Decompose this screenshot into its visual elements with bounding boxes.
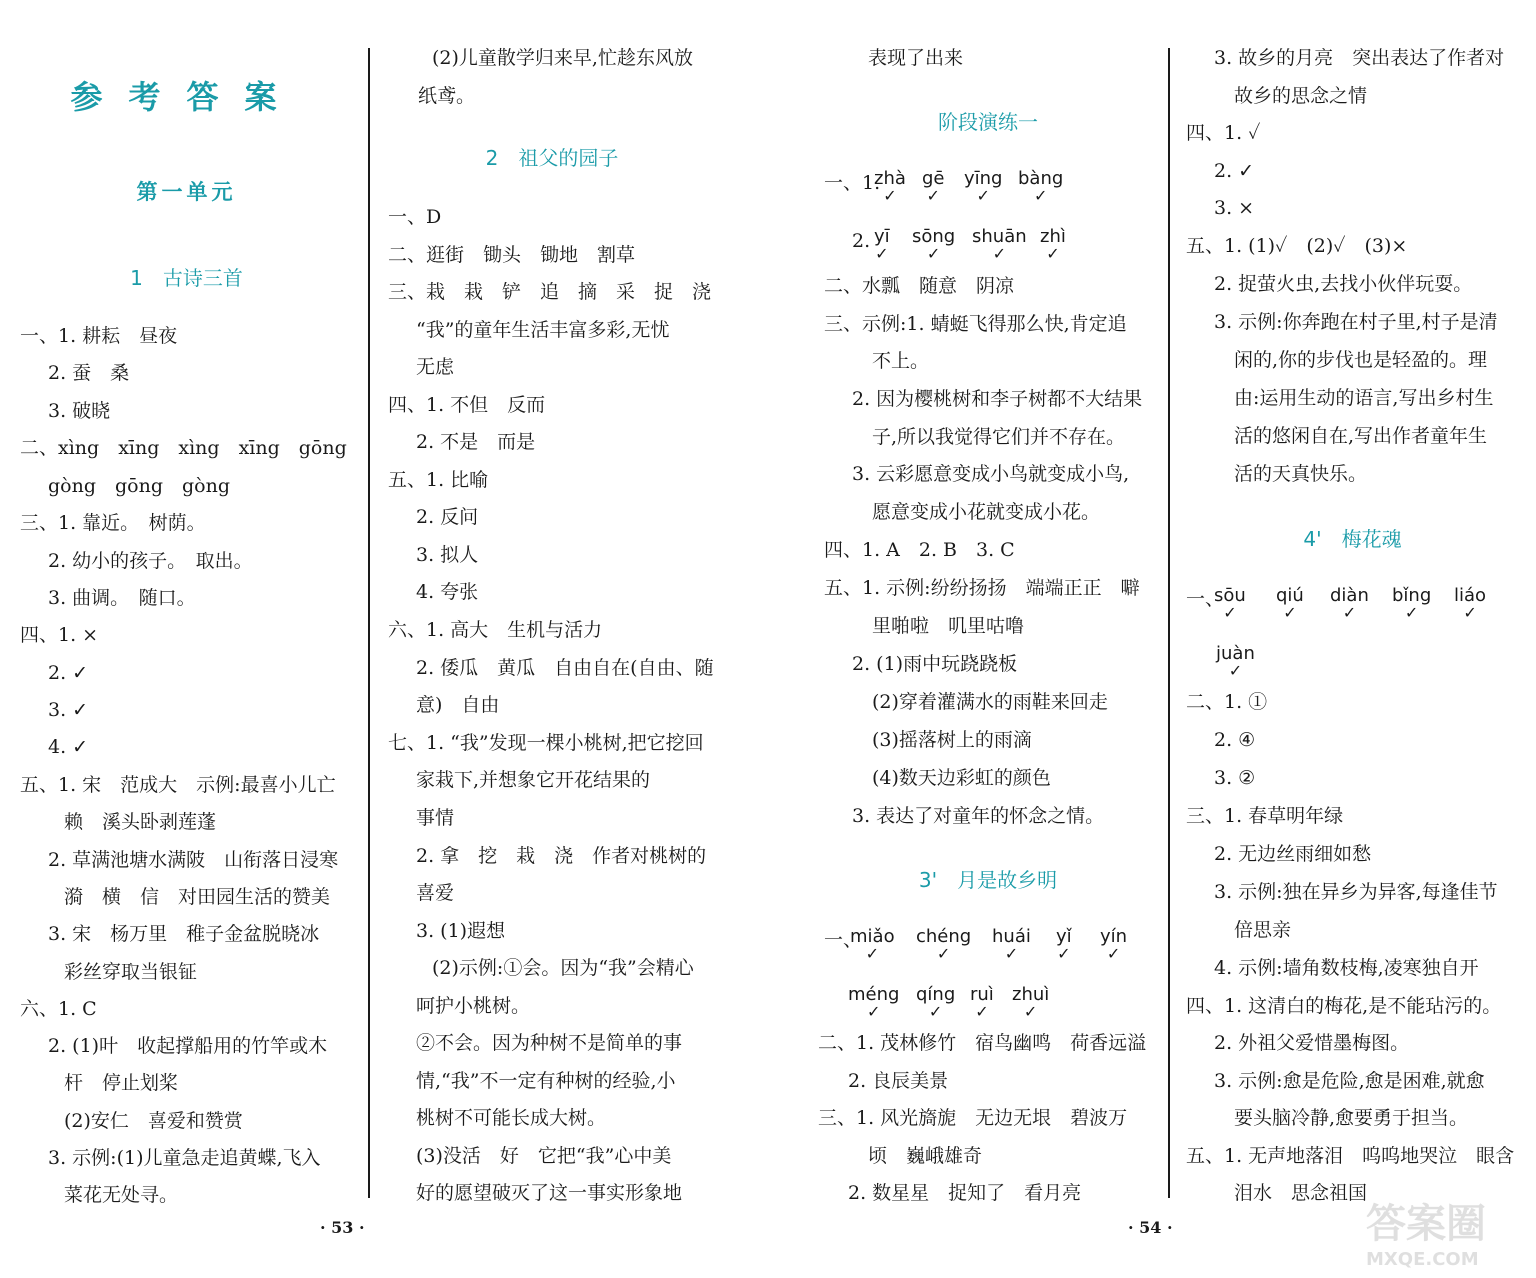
section-title: 阶段演练一 [938,110,1038,134]
answer-line: 表现了出来 [868,47,964,69]
pinyin-item: gē ✓ [922,168,945,205]
answer-line: 2. 无边丝雨细如愁 [1214,843,1372,865]
answer-line: 四、1. A 2. B 3. C [824,539,1015,561]
answer-line: 3. 示例:(1)儿童急走追黄蝶,飞入 [48,1147,321,1169]
pinyin-item: sōu ✓ [1214,585,1246,622]
answer-line: 3. ✓ [48,699,89,721]
answer-line: 2. 蚕 桑 [48,362,130,384]
pinyin-item: chéng ✓ [916,926,972,963]
answer-line: 桃树不可能长成大树。 [416,1107,607,1129]
answer-line: 四、1. ✓ [1186,122,1261,144]
answer-line: 闲的,你的步伐也是轻盈的。理 [1234,349,1488,371]
answer-line: 一、1. 耕耘 昼夜 [20,325,178,347]
section-title: 2 祖父的园子 [485,146,619,170]
answer-line: 要头脑冷静,愈要勇于担当。 [1234,1107,1469,1129]
page-number: · 53 · [320,1218,365,1237]
answer-line: 2. 拿 挖 栽 浇 作者对桃树的 [416,845,707,867]
answer-line: 三、栽 栽 铲 追 摘 采 捉 浇 [388,281,712,303]
pinyin-item: juàn ✓ [1216,643,1255,680]
answer-line: 赖 溪头卧剥莲蓬 [64,811,217,833]
column-divider [368,48,370,1198]
answer-line: 3. 云彩愿意变成小鸟就变成小鸟, [852,463,1130,485]
pinyin-item: méng ✓ [848,984,900,1021]
answer-line: 家栽下,并想象它开花结果的 [416,769,651,791]
answer-line: 五、1. 无声地落泪 呜呜地哭泣 眼含 [1186,1145,1515,1167]
answer-line: 由:运用生动的语言,写出乡村生 [1234,387,1494,409]
pinyin-item: zhuì ✓ [1012,984,1050,1021]
answer-line: 活的天真快乐。 [1234,463,1368,485]
answer-line: (4)数天边彩虹的颜色 [872,767,1051,789]
pinyin-item: diàn ✓ [1330,585,1369,622]
answer-line: 一、 [1186,588,1225,610]
answer-line: 3. 破晓 [48,400,111,422]
answer-line: 2. 不是 而是 [416,431,536,453]
answer-line: 2. (1)雨中玩跷跷板 [852,653,1018,675]
answer-line: 2. ✓ [1214,160,1255,182]
answer-line: 2. [852,230,871,252]
answer-line: 意) 自由 [416,694,500,716]
answer-line: 3. 故乡的月亮 突出表达了作者对 [1214,47,1505,69]
answer-line: 2. 良辰美景 [848,1070,949,1092]
answer-line: 三、1. 春草明年绿 [1186,805,1344,827]
answer-line: 二、1. 茂林修竹 宿鸟幽鸣 荷香远溢 [818,1032,1147,1054]
watermark-logo: 答案圈 MXQE.COM [1366,1201,1486,1270]
answer-line: 四、1. 这清白的梅花,是不能玷污的。 [1186,995,1502,1017]
answer-line: 倍思亲 [1234,919,1292,941]
answer-line: gòng gōng gòng [48,475,231,497]
answer-line: 杆 停止划桨 [64,1072,179,1094]
answer-line: 喜爱 [416,882,455,904]
answer-line: 彩丝穿取当银钲 [64,961,198,983]
pinyin-item: liáo ✓ [1454,585,1487,622]
answer-line: “我”的童年生活丰富多彩,无忧 [416,319,670,341]
answer-line: 五、1. 比喻 [388,469,489,491]
pinyin-item: miǎo ✓ [850,926,895,963]
answer-line: 二、逛街 锄头 锄地 割草 [388,244,636,266]
answer-line: 3. 示例:独在异乡为异客,每逢佳节 [1214,881,1498,903]
section-title: 3' 月是故乡明 [918,868,1058,892]
answer-line: 3. 拟人 [416,544,479,566]
answer-line: 五、1. 示例:纷纷扬扬 端端正正 噼 [824,577,1140,599]
answer-line: 好的愿望破灭了这一事实形象地 [416,1182,683,1204]
answer-line: (2)儿童散学归来早,忙趁东风放 [432,47,693,69]
answer-line: 2. ④ [1214,729,1256,751]
answer-line: 三、1. 靠近。 树荫。 [20,512,206,534]
page-number: · 54 · [1128,1218,1173,1237]
unit-title: 第一单元 [136,180,237,204]
pinyin-item: zhà ✓ [874,168,906,205]
pinyin-item: ruì ✓ [970,984,994,1021]
answer-line: 活的悠闲自在,写出作者童年生 [1234,425,1488,447]
answer-line: 3. ② [1214,767,1256,789]
answer-line: 4. 夸张 [416,581,479,603]
answer-line: 四、1. × [20,624,99,646]
answer-line: (3)摇落树上的雨滴 [872,729,1032,751]
pinyin-item: shuān ✓ [972,226,1027,263]
answer-line: 2. (1)叶 收起撑船用的竹竿或木 [48,1035,328,1057]
answer-line: 顷 巍峨雄奇 [868,1145,983,1167]
answer-line: 七、1. “我”发现一棵小桃树,把它挖回 [388,732,704,754]
answer-line: 三、示例:1. 蜻蜓飞得那么快,肯定追 [824,313,1127,335]
answer-line: 二、水瓢 随意 阴凉 [824,275,1015,297]
answer-line: 2. 数星星 捉知了 看月亮 [848,1182,1082,1204]
answer-line: 2. 捉萤火虫,去找小伙伴玩耍。 [1214,273,1473,295]
answer-line: (2)穿着灌满水的雨鞋来回走 [872,691,1108,713]
answer-line: 三、1. 风光旖旎 无边无垠 碧波万 [818,1107,1128,1129]
answer-line: 不上。 [872,350,930,372]
answer-line: 事情 [416,807,455,829]
answer-line: (2)安仁 喜爱和赞赏 [64,1110,243,1132]
answer-line: 六、1. C [20,998,97,1020]
answer-line: 呵护小桃树。 [416,995,531,1017]
answer-line: 纸鸢。 [418,85,476,107]
answer-line: 3. (1)遐想 [416,920,506,942]
answer-line: 里啪啦 叽里咕噜 [872,615,1025,637]
answer-line: 2. 幼小的孩子。 取出。 [48,550,253,572]
answer-line: 子,所以我觉得它们并不存在。 [872,426,1126,448]
answer-line: 一、D [388,206,442,228]
answer-line: 2. 因为樱桃树和李子树都不大结果 [852,388,1143,410]
answer-line: 4. ✓ [48,736,89,758]
answer-line: 一、1. [824,172,881,194]
answer-line: 3. 示例:愈是危险,愈是困难,就愈 [1214,1070,1485,1092]
answer-line: ②不会。因为种树不是简单的事 [416,1032,683,1054]
answer-line: (2)示例:①会。因为“我”会精心 [432,957,694,979]
answer-line: 故乡的思念之情 [1234,85,1368,107]
answer-line: 泪水 思念祖国 [1234,1182,1368,1204]
pinyin-item: yǐ ✓ [1056,926,1072,963]
pinyin-item: yín ✓ [1100,926,1128,963]
answer-line: 4. 示例:墙角数枝梅,凌寒独自开 [1214,957,1479,979]
pinyin-item: zhì ✓ [1040,226,1066,263]
answer-line: 3. 示例:你奔跑在村子里,村子是清 [1214,311,1498,333]
pinyin-item: bǐng ✓ [1392,585,1432,622]
answer-line: 愿意变成小花就变成小花。 [872,501,1101,523]
answer-line: 五、1. (1)✓ (2)✓ (3)× [1186,235,1408,257]
pinyin-item: bàng ✓ [1018,168,1064,205]
page-title: 参考答案 [70,78,303,116]
answer-line: 2. 外祖父爱惜墨梅图。 [1214,1032,1410,1054]
answer-line: 漪 横 信 对田园生活的赞美 [64,886,331,908]
answer-line: 3. 曲调。 随口。 [48,587,196,609]
pinyin-item: sōng ✓ [912,226,956,263]
pinyin-item: qiú ✓ [1276,585,1304,622]
pinyin-item: yīng ✓ [964,168,1003,205]
answer-line: 3. × [1214,197,1255,219]
answer-line: 情,“我”不一定有种树的经验,小 [416,1070,676,1092]
answer-line: 2. ✓ [48,662,89,684]
answer-line: 一、 [824,929,863,951]
column-divider [1168,48,1170,1198]
section-title: 4' 梅花魂 [1303,527,1402,551]
pinyin-item: yī ✓ [874,226,890,263]
answer-line: 菜花无处寻。 [64,1184,179,1206]
answer-line: 无虑 [416,356,455,378]
answer-line: 四、1. 不但 反而 [388,394,546,416]
pinyin-item: huái ✓ [992,926,1031,963]
answer-line: (3)没活 好 它把“我”心中美 [416,1145,672,1167]
answer-line: 六、1. 高大 生机与活力 [388,619,603,641]
answer-line: 2. 反问 [416,506,479,528]
answer-line: 3. 宋 杨万里 稚子金盆脱晓冰 [48,923,320,945]
section-title: 1 古诗三首 [130,266,243,290]
answer-line: 二、1. ① [1186,691,1268,713]
answer-line: 五、1. 宋 范成大 示例:最喜小儿亡 [20,774,336,796]
answer-line: 2. 倭瓜 黄瓜 自由自在(自由、随 [416,657,714,679]
pinyin-item: qíng ✓ [916,984,956,1021]
answer-line: 2. 草满池塘水满陂 山衔落日浸寒 [48,849,339,871]
answer-line: 二、xìng xīng xìng xīng gōng [20,437,347,459]
answer-line: 3. 表达了对童年的怀念之情。 [852,805,1105,827]
